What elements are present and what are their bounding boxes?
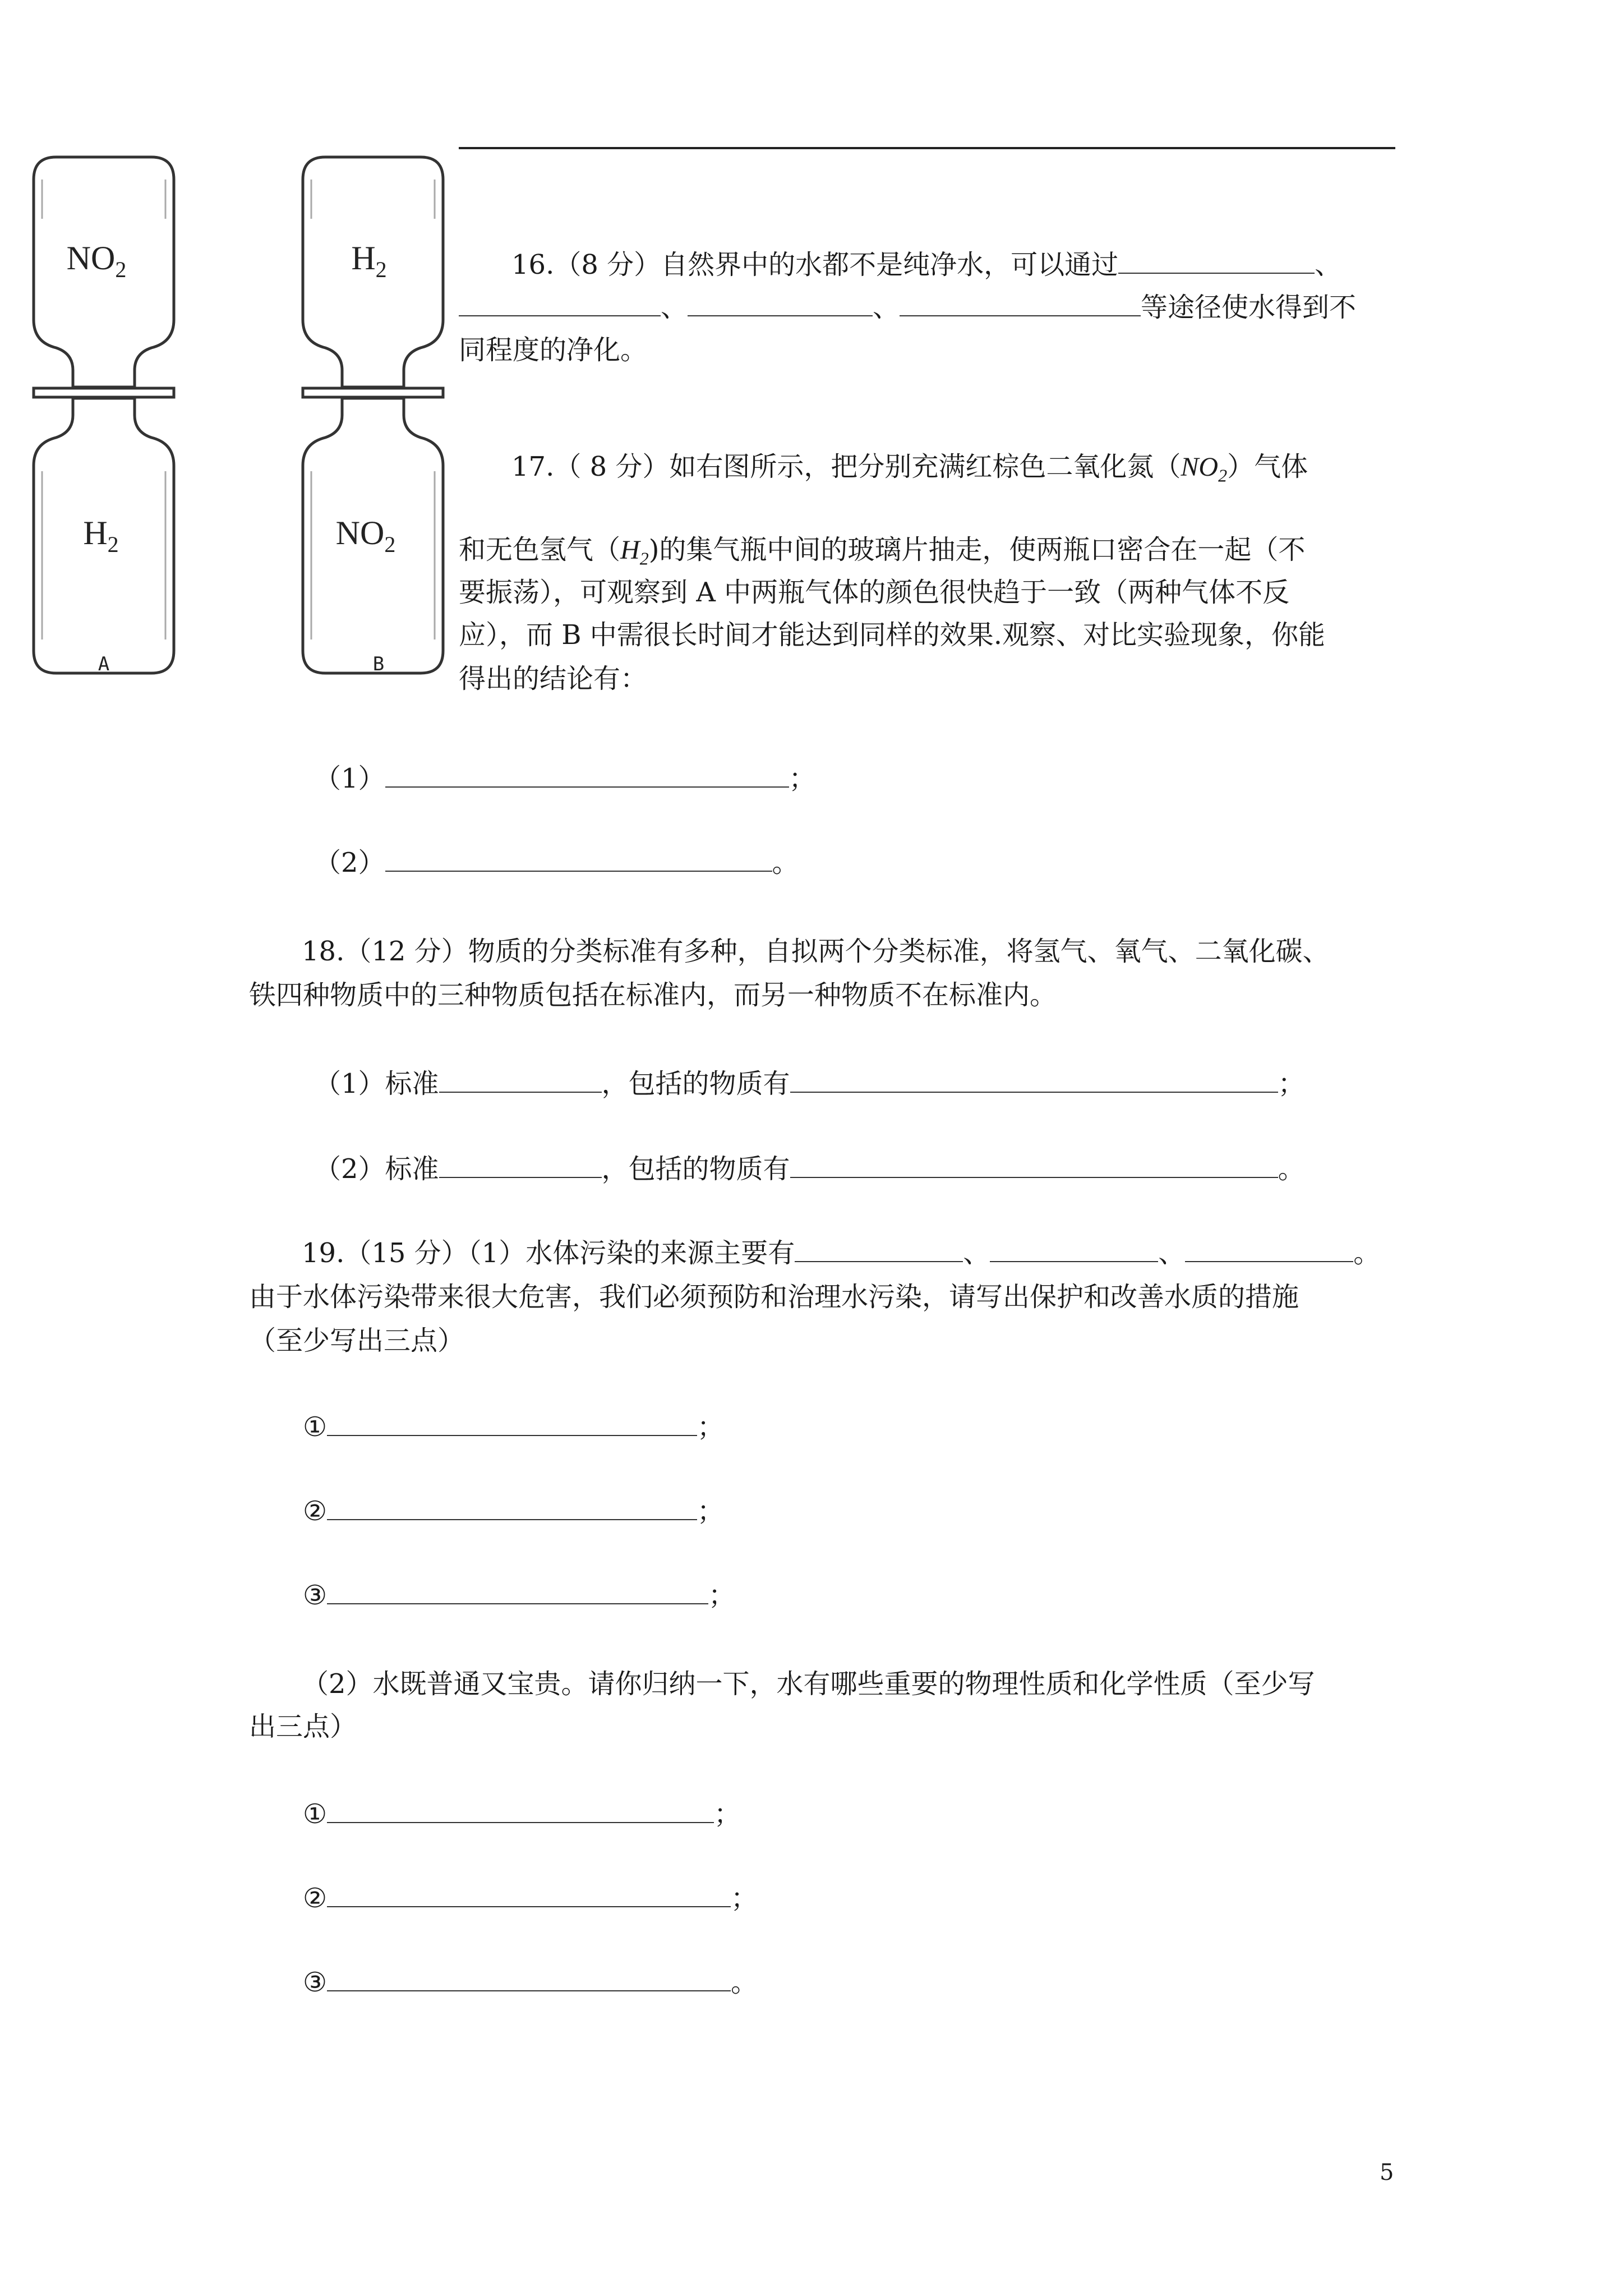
q17-line4: 应），而 B 中需很长时间才能达到同样的效果.观察、对比实验现象，你能 — [459, 619, 1326, 651]
q19-part2-line2: 出三点） — [249, 1711, 357, 1742]
answer-blank[interactable] — [385, 846, 772, 872]
answer-blank[interactable] — [327, 1494, 697, 1520]
answer-blank[interactable] — [439, 1067, 602, 1093]
q16-line1: 16.（8 分）自然界中的水都不是纯净水，可以通过 、 — [511, 249, 1342, 280]
q19-measure-3: ③ ； — [303, 1580, 736, 1611]
q17-line3: 要振荡），可观察到 A 中两瓶气体的颜色很快趋于一致（两种气体不反 — [459, 577, 1290, 608]
q18-line1: 18.（12 分）物质的分类标准有多种，自拟两个分类标准，将氢气、氧气、二氧化碳、 — [302, 936, 1330, 967]
q17-line1: 17.（ 8 分）如右图所示，把分别充满红棕色二氧化氮$(NO_2)$气体 — [511, 451, 1308, 486]
q19-line1: 19.（15 分）（1）水体污染的来源主要有 、 、 。 — [302, 1237, 1381, 1269]
q17-line5: 得出的结论有： — [459, 663, 648, 694]
q19-measure-2: ② ； — [303, 1496, 725, 1527]
gas-jar-diagram — [22, 135, 449, 684]
answer-blank[interactable] — [790, 1067, 1278, 1093]
q16-line3: 同程度的净化。 — [459, 334, 648, 366]
top-rule — [459, 147, 1395, 149]
q19-part2-line1: （2）水既普通又宝贵。请你归纳一下，水有哪些重要的物理性质和化学性质（至少写 — [302, 1668, 1315, 1700]
q18-line2: 铁四种物质中的三种物质包括在标准内，而另一种物质不在标准内。 — [249, 979, 1057, 1011]
q16-line2: 、 、 等途径使水得到不 — [459, 283, 1356, 332]
jar-b-top-label: $H_2$ — [351, 240, 387, 282]
q19-property-3: ③ 。 — [303, 1967, 758, 1998]
q17-line2: 和无色氢气$(H_2)$的集气瓶中间的玻璃片抽走，使两瓶口密合在一起（不 — [459, 534, 1306, 569]
glass-plate-b — [303, 388, 443, 397]
label-b: B — [372, 653, 385, 675]
q19-property-2: ② ； — [303, 1883, 758, 1914]
answer-blank[interactable] — [790, 1152, 1278, 1178]
formula-h2: $H_2$ — [620, 535, 649, 569]
answer-blank[interactable] — [327, 1579, 708, 1604]
q19-property-1: ① ； — [303, 1798, 741, 1830]
answer-blank[interactable] — [385, 762, 789, 788]
page-number: 5 — [1380, 2160, 1394, 2185]
q18-answer-2: （2）标准 ，包括的物质有 。 — [314, 1153, 1305, 1185]
q19-line2: 由于水体污染带来很大危害，我们必须预防和治理水污染，请写出保护和改善水质的措施 — [249, 1281, 1299, 1313]
q19-line3: （至少写出三点） — [249, 1325, 465, 1356]
answer-blank[interactable] — [327, 1881, 731, 1907]
jar-a-top-label: $NO_2$ — [66, 240, 127, 282]
answer-blank[interactable] — [327, 1966, 731, 1991]
formula-no2: $NO_2$ — [1181, 452, 1228, 486]
q17-answer-2: （2） 。 — [314, 847, 799, 878]
glass-plate-a — [34, 388, 174, 397]
q18-answer-1: （1）标准 ，包括的物质有 ； — [314, 1068, 1305, 1099]
answer-blank[interactable] — [327, 1410, 697, 1436]
jar-a-bottom-label: $H_2$ — [83, 514, 119, 557]
answer-blank[interactable] — [327, 1797, 714, 1823]
q17-answer-1: （1） ； — [314, 763, 816, 794]
jar-b-bottom-label: $NO_2$ — [335, 514, 396, 557]
label-a: A — [98, 653, 110, 675]
gas-jar-figure — [22, 135, 449, 684]
q19-measure-1: ① ； — [303, 1411, 725, 1443]
answer-blank[interactable] — [439, 1152, 602, 1178]
